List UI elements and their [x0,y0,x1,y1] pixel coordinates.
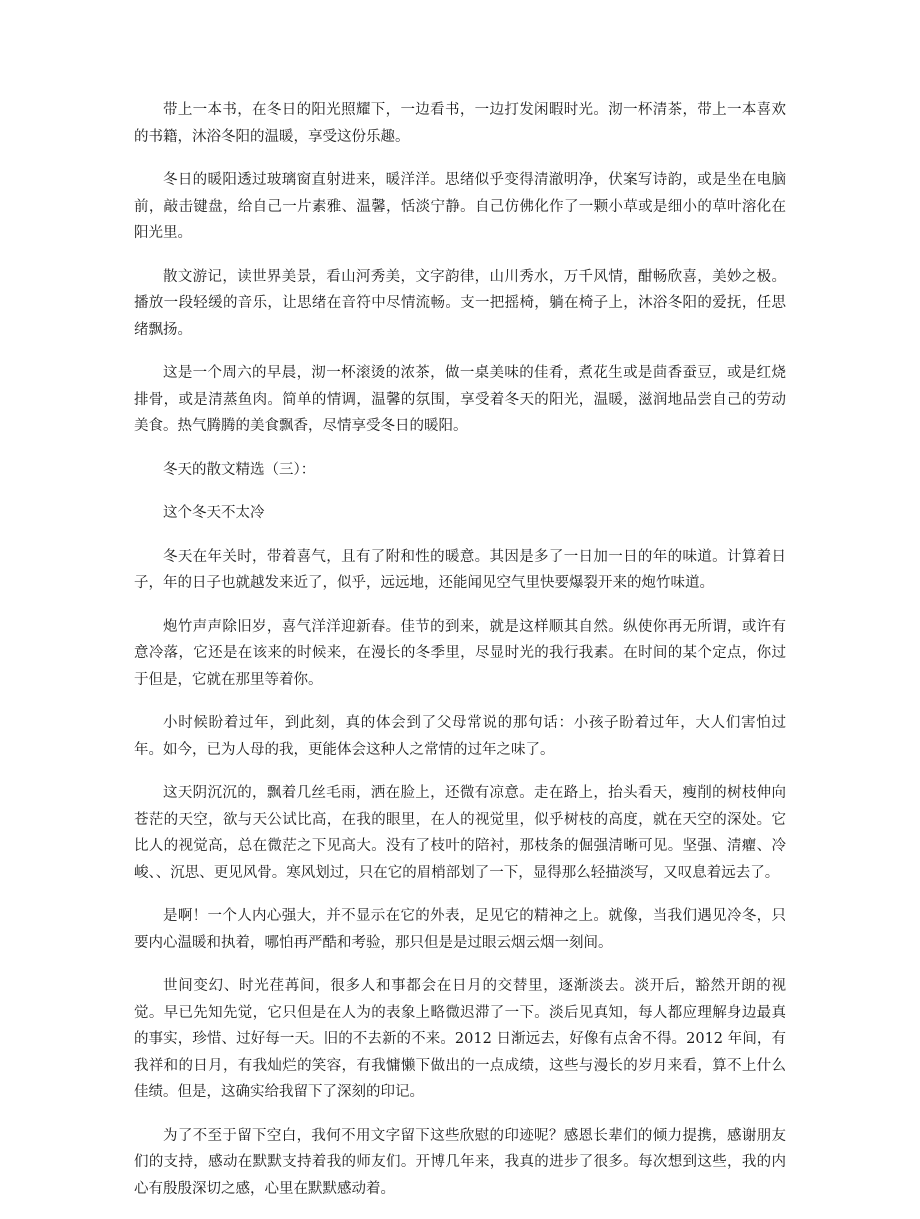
section-heading: 冬天的散文精选（三）： [163,461,316,478]
paragraph: 散文游记，读世界美景，看山河秀美，文字韵律，山川秀水，万千风情，酣畅欣喜，美妙之极。播放一段轻缓的音乐，让思绪在音符中尽情流畅。支一把摇椅，躺在椅子上，沐浴冬阳的爱抚，任思绪飘扬。 [134,268,786,338]
article-subtitle: 这个冬天不太冷 [163,505,265,521]
paragraph: 这天阴沉沉的，飘着几丝毛雨，洒在脸上，还微有凉意。走在路上，抬头看天，瘦削的树枝伸向苍茫的天空，欲与天公试比高，在我的眼里，在人的视觉里，似乎树枝的高度，就在天空的深处。它比人的视觉高，总在微茫之下见高大。没有了枝叶的陪衬，那枝条的倔强清晰可见。坚强、清癯、冷峻、、沉思、更见风骨。寒风划过，只在它的眉梢部划了一下，显得那么轻描淡写，又叹息着远去了。 [134,785,786,881]
paragraph: 世间变幻、时光荏苒间，很多人和事都会在日月的交替里，逐渐淡去。淡开后，豁然开朗的视觉。早已先知先觉，它只但是在人为的表象上略微迟滞了一下。淡后见真知，每人都应理解身边最真的事实，珍惜、过好每一天。旧的不去新的不来。2012 日渐远去，好像有点舍不得。2012 年间，有我祥和的日月，有我灿烂的笑容，有我慵懒下做出的一点成绩，这些与漫长的岁月来看，算不上什么佳绩。但是，这确实给我留下了深刻的印记。 [134,978,786,1100]
paragraph: 小时候盼着过年，到此刻，真的体会到了父母常说的那句话：小孩子盼着过年，大人们害怕过年。如今，已为人母的我，更能体会这种人之常情的过年之味了。 [134,715,786,758]
document-page [134,97,786,1219]
paragraph: 冬日的暖阳透过玻璃窗直射进来，暖洋洋。思绪似乎变得清澈明净，伏案写诗韵，或是坐在电脑前，敲击键盘，给自己一片素雅、温馨，恬淡宁静。自己仿佛化作了一颗小草或是细小的草叶溶化在阳光里。 [134,172,786,241]
paragraph: 带上一本书，在冬日的阳光照耀下，一边看书，一边打发闲暇时光。沏一杯清茶，带上一本喜欢的书籍，沐浴冬阳的温暖，享受这份乐趣。 [134,102,786,145]
paragraph: 炮竹声声除旧岁，喜气洋洋迎新春。佳节的到来，就是这样顺其自然。纵使你再无所谓，或许有意冷落，它还是在该来的时候来，在漫长的冬季里，尽显时光的我行我素。在时间的某个定点，你过于但是，它就在那里等着你。 [134,618,786,688]
paragraph: 这是一个周六的早晨，沏一杯滚烫的浓茶，做一桌美味的佳肴，煮花生或是茴香蚕豆，或是红烧排骨，或是清蒸鱼肉。简单的情调，温馨的氛围，享受着冬天的阳光，温暖，滋润地品尝自己的劳动美食。热气腾腾的美食飘香，尽情享受冬日的暖阳。 [134,365,786,434]
paragraph: 是啊！一个人内心强大，并不显示在它的外表，足见它的精神之上。就像，当我们遇见冷冬，只要内心温暖和执着，哪怕再严酷和考验，那只但是是过眼云烟云烟一刻间。 [134,908,786,951]
paragraph: 冬天在年关时，带着喜气，且有了附和性的暖意。其因是多了一日加一日的年的味道。计算着日子，年的日子也就越发来近了，似乎，远远地，还能闻见空气里快要爆裂开来的炮竹味道。 [134,548,786,591]
paragraph: 为了不至于留下空白，我何不用文字留下这些欣慰的印迹呢？感恩长辈们的倾力提携，感谢朋友们的支持，感动在默默支持着我的师友们。开博几年来，我真的进步了很多。每次想到这些，我的内心有殷殷深切之感，心里在默默感动着。 [134,1127,786,1197]
